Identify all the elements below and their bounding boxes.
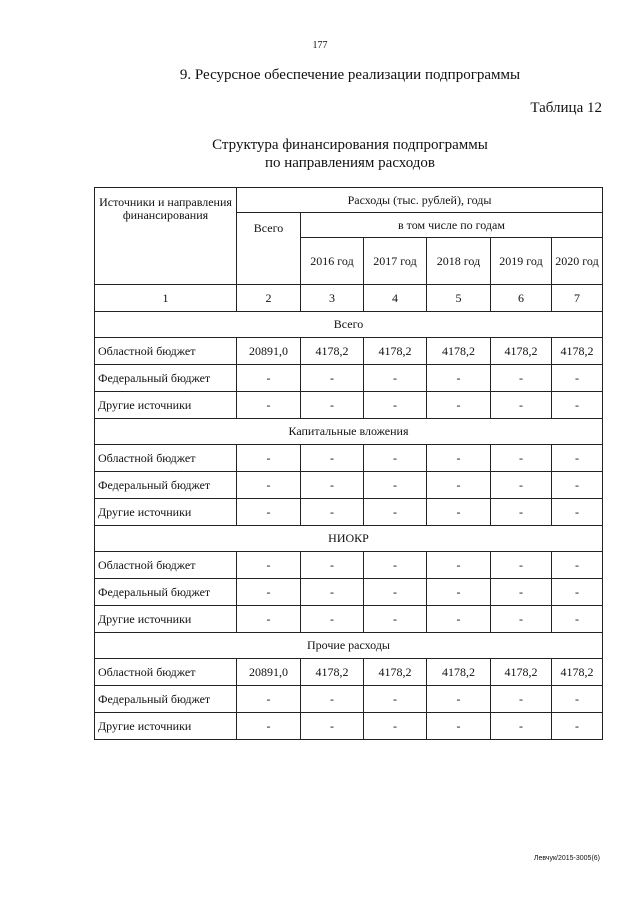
table-cell: -: [491, 472, 552, 499]
header-expenses: Расходы (тыс. рублей), годы: [237, 188, 603, 213]
table-cell: -: [237, 445, 301, 472]
table-cell: -: [364, 365, 427, 392]
table-cell: -: [237, 499, 301, 526]
table-row: [95, 338, 603, 365]
table-cell: -: [364, 686, 427, 713]
table-cell: 20891,0: [237, 659, 301, 686]
table-cell: 4178,2: [552, 338, 603, 365]
table-cell: -: [237, 552, 301, 579]
table-row: [95, 686, 603, 713]
row-label: Другие источники: [95, 392, 237, 419]
table-cell: -: [301, 686, 364, 713]
header-including: в том числе по годам: [301, 213, 603, 238]
table-row: [95, 606, 603, 633]
table-cell: -: [237, 579, 301, 606]
table-cell: 4178,2: [301, 659, 364, 686]
table-row: [95, 659, 603, 686]
table-cell: -: [237, 713, 301, 740]
table-cell: -: [491, 713, 552, 740]
header-year: 2016 год: [301, 238, 364, 285]
column-number: 7: [552, 285, 603, 312]
table-cell: -: [364, 472, 427, 499]
table-cell: 4178,2: [552, 659, 603, 686]
row-label: Областной бюджет: [95, 445, 237, 472]
section-header-row: [95, 526, 603, 552]
section-title: Капитальные вложения: [95, 419, 603, 445]
table-cell: -: [364, 579, 427, 606]
table-row: [95, 579, 603, 606]
table-title-line1: Структура финансирования подпрограммы: [212, 137, 488, 153]
table-cell: -: [364, 552, 427, 579]
table-cell: -: [552, 445, 603, 472]
table-cell: -: [237, 392, 301, 419]
table-cell: -: [427, 579, 491, 606]
table-cell: -: [237, 472, 301, 499]
table-cell: -: [552, 392, 603, 419]
table-cell: -: [364, 499, 427, 526]
table-cell: -: [237, 686, 301, 713]
footer-note: Левчук/2015-3005(6): [533, 855, 600, 862]
header-year: 2018 год: [427, 238, 491, 285]
header-total: Всего: [237, 213, 301, 285]
section-title: НИОКР: [95, 526, 603, 552]
row-label: Другие источники: [95, 606, 237, 633]
table-cell: 4178,2: [427, 659, 491, 686]
row-label: Областной бюджет: [95, 552, 237, 579]
table-cell: 4178,2: [301, 338, 364, 365]
table-cell: -: [301, 552, 364, 579]
table-cell: -: [552, 365, 603, 392]
table-cell: -: [491, 392, 552, 419]
table-cell: -: [364, 713, 427, 740]
table-cell: -: [491, 579, 552, 606]
table-row: [95, 392, 603, 419]
table-cell: -: [552, 579, 603, 606]
table-cell: -: [491, 445, 552, 472]
section-title: 9. Ресурсное обеспечение реализации подпрограммы: [179, 67, 521, 83]
header-year: 2017 год: [364, 238, 427, 285]
table-cell: -: [427, 606, 491, 633]
table-cell: -: [427, 552, 491, 579]
table-cell: -: [301, 472, 364, 499]
table-cell: 4178,2: [491, 659, 552, 686]
table-row: [95, 472, 603, 499]
table-number: Таблица 12: [530, 100, 602, 116]
section-header-row: [95, 633, 603, 659]
header-year: 2019 год: [491, 238, 552, 285]
table-row: [95, 365, 603, 392]
column-numbers-row: [95, 285, 603, 312]
row-label: Федеральный бюджет: [95, 686, 237, 713]
row-label: Областной бюджет: [95, 659, 237, 686]
column-number: 2: [237, 285, 301, 312]
table-cell: 4178,2: [491, 338, 552, 365]
table-cell: -: [491, 365, 552, 392]
column-number: 3: [301, 285, 364, 312]
section-title: Всего: [95, 312, 603, 338]
table-cell: -: [301, 392, 364, 419]
table-row: [95, 552, 603, 579]
table-cell: -: [552, 686, 603, 713]
column-number: 4: [364, 285, 427, 312]
table-cell: -: [427, 392, 491, 419]
table-cell: 4178,2: [364, 338, 427, 365]
table-cell: -: [301, 365, 364, 392]
table-row: [95, 713, 603, 740]
column-number: 5: [427, 285, 491, 312]
table-row: [95, 499, 603, 526]
table-cell: -: [491, 499, 552, 526]
table-cell: -: [552, 472, 603, 499]
header-year: 2020 год: [552, 238, 603, 285]
row-label: Другие источники: [95, 713, 237, 740]
page-number: 177: [312, 40, 328, 51]
table-cell: -: [491, 606, 552, 633]
table-cell: 4178,2: [427, 338, 491, 365]
table-cell: -: [237, 606, 301, 633]
header-sources: Источники и направления финансирования: [95, 188, 237, 285]
column-number: 6: [491, 285, 552, 312]
row-label: Другие источники: [95, 499, 237, 526]
table-cell: -: [491, 552, 552, 579]
column-number: 1: [95, 285, 237, 312]
table-cell: -: [427, 472, 491, 499]
table-cell: -: [427, 365, 491, 392]
table-cell: -: [237, 365, 301, 392]
table-cell: -: [301, 713, 364, 740]
table-title: [0, 136, 640, 172]
section-header-row: [95, 419, 603, 445]
table-cell: -: [491, 686, 552, 713]
table-cell: -: [301, 445, 364, 472]
table-cell: -: [552, 713, 603, 740]
table-cell: 4178,2: [364, 659, 427, 686]
table-cell: -: [364, 392, 427, 419]
table-cell: -: [427, 713, 491, 740]
table-cell: -: [552, 552, 603, 579]
table-cell: -: [427, 445, 491, 472]
table-cell: -: [364, 445, 427, 472]
section-title: Прочие расходы: [95, 633, 603, 659]
row-label: Федеральный бюджет: [95, 365, 237, 392]
table-cell: -: [427, 499, 491, 526]
row-label: Областной бюджет: [95, 338, 237, 365]
table-cell: -: [364, 606, 427, 633]
table-cell: -: [552, 499, 603, 526]
table-cell: -: [301, 579, 364, 606]
financing-table: [94, 187, 603, 740]
section-header-row: [95, 312, 603, 338]
table-title-line2: по направлениям расходов: [264, 155, 435, 171]
table-cell: -: [427, 686, 491, 713]
table-cell: -: [301, 606, 364, 633]
table-cell: -: [301, 499, 364, 526]
row-label: Федеральный бюджет: [95, 579, 237, 606]
table-row: [95, 445, 603, 472]
row-label: Федеральный бюджет: [95, 472, 237, 499]
table-cell: -: [552, 606, 603, 633]
table-cell: 20891,0: [237, 338, 301, 365]
